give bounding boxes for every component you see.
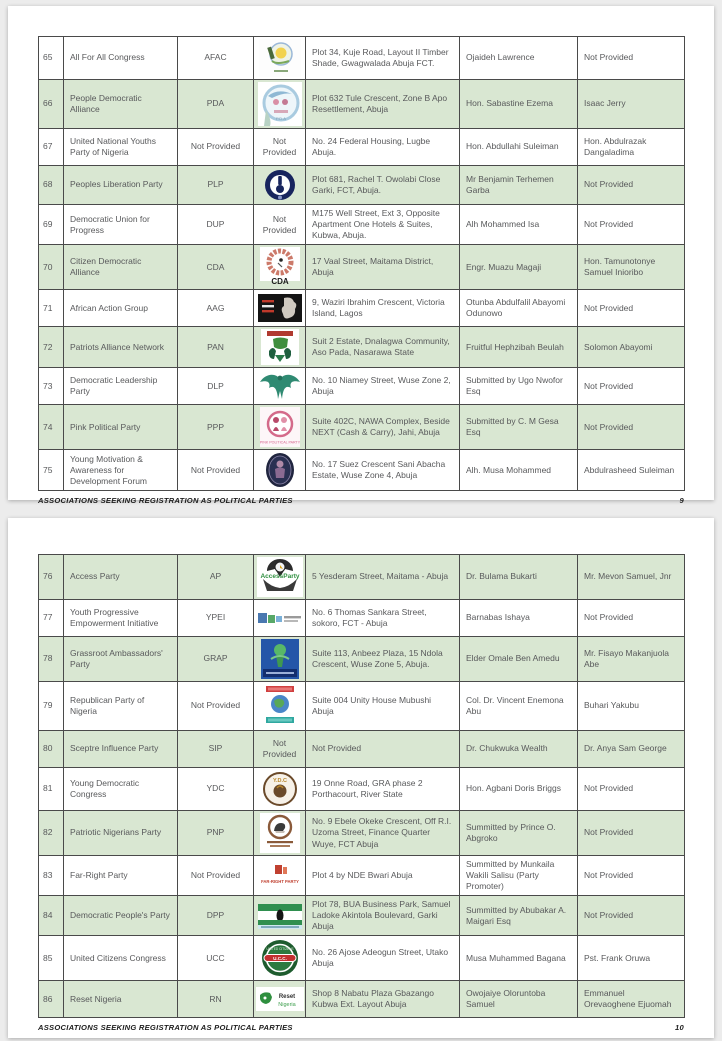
logo-cell	[254, 245, 306, 290]
logo-cell	[254, 811, 306, 856]
alt-contact-cell: Not Provided	[578, 205, 685, 245]
aag-party-logo-icon	[258, 294, 302, 322]
acronym-cell: DLP	[178, 368, 254, 405]
acronym-cell: SIP	[178, 731, 254, 768]
contact-cell: Hon. Sabastine Ezema	[460, 80, 578, 129]
logo-cell	[254, 981, 306, 1018]
alt-contact-cell: Hon. Tamunotonye Samuel Inioribo	[578, 245, 685, 290]
table-row	[39, 896, 685, 936]
contact-cell: Dr. Bulama Bukarti	[460, 555, 578, 600]
acronym-cell: Not Provided	[178, 682, 254, 731]
table-body	[39, 555, 685, 1018]
alt-contact-cell: Not Provided	[578, 37, 685, 80]
acronym-cell: YPEI	[178, 600, 254, 637]
svg-text:Nigeria: Nigeria	[278, 1002, 296, 1009]
serial-cell: 67	[39, 129, 64, 166]
contact-cell: Fruitful Hephzibah Beulah	[460, 327, 578, 368]
svg-text:U.C.C.: U.C.C.	[272, 956, 287, 962]
acronym-cell: Not Provided	[178, 856, 254, 896]
alt-contact-cell: Abdulrasheed Suleiman	[578, 450, 685, 491]
table-row	[39, 205, 685, 245]
plp-party-logo-icon	[263, 168, 297, 202]
pda-party-logo-icon	[258, 82, 302, 126]
address-cell: Plot 4 by NDE Bwari Abuja	[306, 856, 460, 896]
contact-cell: Dr. Chukwuka Wealth	[460, 731, 578, 768]
address-cell: 5 Yesderam Street, Maitama - Abuja	[306, 555, 460, 600]
page-footer	[38, 491, 684, 514]
party-name-cell: Access Party	[64, 555, 178, 600]
serial-cell: 81	[39, 768, 64, 811]
contact-cell: Alh Mohammed Isa	[460, 205, 578, 245]
logo-cell	[254, 856, 306, 896]
party-name-cell: Patriots Alliance Network	[64, 327, 178, 368]
contact-cell: Summitted by Munkaila Wakili Salisu (Party Promoter)	[460, 856, 578, 896]
parties-table-page-10	[38, 554, 684, 1018]
contact-cell: Submitted by Ugo Nwofor Esq	[460, 368, 578, 405]
address-cell: Plot 78, BUA Business Park, Samuel Ladoke Akintola Boulevard, Garki Abuja	[306, 896, 460, 936]
logo-cell	[254, 368, 306, 405]
document-page-10	[8, 518, 714, 1038]
serial-cell: 77	[39, 600, 64, 637]
acronym-cell: PPP	[178, 405, 254, 450]
table-row	[39, 166, 685, 205]
serial-cell: 82	[39, 811, 64, 856]
serial-cell: 68	[39, 166, 64, 205]
ypei-party-logo-icon	[257, 610, 303, 626]
acronym-cell: AFAC	[178, 37, 254, 80]
table-row	[39, 368, 685, 405]
party-name-cell: United Citizens Congress	[64, 936, 178, 981]
serial-cell: 83	[39, 856, 64, 896]
alt-contact-cell: Not Provided	[578, 896, 685, 936]
address-cell: Shop 8 Nabatu Plaza Gbazango Kubwa Ext. Layout Abuja	[306, 981, 460, 1018]
alt-contact-cell: Mr. Fisayo Makanjuola Abe	[578, 637, 685, 682]
rpn-party-logo-icon	[261, 684, 299, 728]
table-row	[39, 637, 685, 682]
address-cell: No. 26 Ajose Adeogun Street, Utako Abuja	[306, 936, 460, 981]
table-body	[39, 37, 685, 491]
serial-cell: 65	[39, 37, 64, 80]
ydc-party-logo-icon	[261, 770, 299, 808]
logo-cell	[254, 450, 306, 491]
logo-cell	[254, 555, 306, 600]
address-cell: No. 6 Thomas Sankara Street, sokoro, FCT - Abuja	[306, 600, 460, 637]
logo-cell: Not Provided	[254, 129, 306, 166]
table-row	[39, 981, 685, 1018]
party-name-cell: Youth Progressive Empowerment Initiative	[64, 600, 178, 637]
acronym-cell: AP	[178, 555, 254, 600]
acronym-cell: GRAP	[178, 637, 254, 682]
alt-contact-cell: Solomon Abayomi	[578, 327, 685, 368]
table-row	[39, 405, 685, 450]
contact-cell: Mr Benjamin Terhemen Garba	[460, 166, 578, 205]
logo-cell: Not Provided	[254, 731, 306, 768]
serial-cell: 70	[39, 245, 64, 290]
alt-contact-cell: Not Provided	[578, 600, 685, 637]
serial-cell: 75	[39, 450, 64, 491]
table-row	[39, 555, 685, 600]
serial-cell: 66	[39, 80, 64, 129]
contact-cell: Alh. Musa Mohammed	[460, 450, 578, 491]
party-name-cell: Democratic Leadership Party	[64, 368, 178, 405]
address-cell: Suite 113, Anbeez Plaza, 15 Ndola Crescent, Wuse Zone 5, Abuja.	[306, 637, 460, 682]
acronym-cell: PDA	[178, 80, 254, 129]
svg-text:UNITED CITIZENS: UNITED CITIZENS	[265, 947, 294, 952]
address-cell: Plot 681, Rachel T. Owolabi Close Garki, FCT, Abuja.	[306, 166, 460, 205]
contact-cell: Musa Muhammed Bagana	[460, 936, 578, 981]
acronym-cell: DPP	[178, 896, 254, 936]
logo-cell	[254, 768, 306, 811]
acronym-cell: UCC	[178, 936, 254, 981]
party-name-cell: African Action Group	[64, 290, 178, 327]
address-cell: 9, Waziri Ibrahim Crescent, Victoria Island, Lagos	[306, 290, 460, 327]
footer-title: ASSOCIATIONS SEEKING REGISTRATION AS POLITICAL PARTIES	[38, 1023, 293, 1033]
acronym-cell: PNP	[178, 811, 254, 856]
contact-cell: Summitted by Prince O. Abgroko	[460, 811, 578, 856]
table-row	[39, 600, 685, 637]
party-name-cell: Democratic People's Party	[64, 896, 178, 936]
contact-cell: Owojaiye Oloruntoba Samuel	[460, 981, 578, 1018]
acronym-cell: YDC	[178, 768, 254, 811]
logo-cell	[254, 290, 306, 327]
address-cell: Suite 004 Unity House Mubushi Abuja	[306, 682, 460, 731]
alt-contact-cell: Not Provided	[578, 290, 685, 327]
contact-cell: Engr. Muazu Magaji	[460, 245, 578, 290]
logo-cell	[254, 166, 306, 205]
party-name-cell: Sceptre Influence Party	[64, 731, 178, 768]
address-cell: No. 10 Niamey Street, Wuse Zone 2, Abuja	[306, 368, 460, 405]
serial-cell: 76	[39, 555, 64, 600]
address-cell: No. 9 Ebele Okeke Crescent, Off R.I. Uzoma Street, Finance Quarter Wuye, FCT Abuja	[306, 811, 460, 856]
logo-cell	[254, 37, 306, 80]
svg-text:PINK POLITICAL PARTY: PINK POLITICAL PARTY	[259, 440, 300, 445]
table-row	[39, 856, 685, 896]
alt-contact-cell: Dr. Anya Sam George	[578, 731, 685, 768]
serial-cell: 86	[39, 981, 64, 1018]
ap-party-logo-icon	[257, 557, 303, 597]
svg-text:Reset: Reset	[278, 994, 296, 1001]
footer-title: ASSOCIATIONS SEEKING REGISTRATION AS POLITICAL PARTIES	[38, 496, 293, 506]
party-name-cell: Far-Right Party	[64, 856, 178, 896]
acronym-cell: DUP	[178, 205, 254, 245]
logo-cell: Not Provided	[254, 205, 306, 245]
grap-party-logo-icon	[261, 639, 299, 679]
serial-cell: 71	[39, 290, 64, 327]
contact-cell: Hon. Abdullahi Suleiman	[460, 129, 578, 166]
party-name-cell: People Democratic Alliance	[64, 80, 178, 129]
logo-cell	[254, 896, 306, 936]
acronym-cell: RN	[178, 981, 254, 1018]
address-cell: Plot 632 Tule Crescent, Zone B Apo Resettlement, Abuja	[306, 80, 460, 129]
party-name-cell: Republican Party of Nigeria	[64, 682, 178, 731]
ucc-party-logo-icon	[260, 938, 300, 978]
logo-cell	[254, 682, 306, 731]
alt-contact-cell: Mr. Mevon Samuel, Jnr	[578, 555, 685, 600]
address-cell: 19 Onne Road, GRA phase 2 Porthacourt, River State	[306, 768, 460, 811]
serial-cell: 73	[39, 368, 64, 405]
alt-contact-cell: Not Provided	[578, 166, 685, 205]
svg-text:CDA: CDA	[270, 277, 289, 287]
dpp-party-logo-icon	[257, 901, 303, 931]
document-page-9	[8, 6, 714, 506]
address-cell: Suit 2 Estate, Dnalagwa Community, Aso Pada, Nasarawa State	[306, 327, 460, 368]
acronym-cell: Not Provided	[178, 450, 254, 491]
parties-table	[38, 36, 685, 491]
acronym-cell: PAN	[178, 327, 254, 368]
serial-cell: 85	[39, 936, 64, 981]
contact-cell: Barnabas Ishaya	[460, 600, 578, 637]
parties-table-page-9	[38, 36, 684, 491]
contact-cell: Col. Dr. Vincent Enemona Abu	[460, 682, 578, 731]
table-row	[39, 290, 685, 327]
contact-cell: Ojaideh Lawrence	[460, 37, 578, 80]
party-name-cell: United National Youths Party of Nigeria	[64, 129, 178, 166]
alt-contact-cell: Emmanuel Orevaoghene Ejuomah	[578, 981, 685, 1018]
pnp-party-logo-icon	[260, 813, 300, 853]
logo-cell	[254, 405, 306, 450]
party-name-cell: Grassroot Ambassadors' Party	[64, 637, 178, 682]
party-name-cell: Democratic Union for Progress	[64, 205, 178, 245]
contact-cell: Otunba Abdulfalil Abayomi Odunowo	[460, 290, 578, 327]
table-row	[39, 450, 685, 491]
contact-cell: Submitted by C. M Gesa Esq	[460, 405, 578, 450]
svg-text:Y.D.C: Y.D.C	[272, 778, 287, 784]
contact-cell: Hon. Agbani Doris Briggs	[460, 768, 578, 811]
alt-contact-cell: Pst. Frank Oruwa	[578, 936, 685, 981]
svg-text:P.D.A: P.D.A	[275, 116, 286, 121]
afac-party-logo-icon	[259, 39, 301, 77]
frp-party-logo-icon	[258, 863, 302, 889]
logo-cell	[254, 600, 306, 637]
table-row	[39, 245, 685, 290]
alt-contact-cell: Not Provided	[578, 768, 685, 811]
logo-cell	[254, 80, 306, 129]
party-name-cell: Pink Political Party	[64, 405, 178, 450]
alt-contact-cell: Not Provided	[578, 811, 685, 856]
logo-cell	[254, 637, 306, 682]
alt-contact-cell: Not Provided	[578, 856, 685, 896]
address-cell: Suite 402C, NAWA Complex, Beside NEXT (Cash & Carry), Jahi, Abuja	[306, 405, 460, 450]
alt-contact-cell: Isaac Jerry	[578, 80, 685, 129]
page-number: 9	[679, 496, 684, 506]
address-cell: Plot 34, Kuje Road, Layout II Timber Shade, Gwagwalada Abuja FCT.	[306, 37, 460, 80]
serial-cell: 79	[39, 682, 64, 731]
table-row	[39, 731, 685, 768]
party-name-cell: All For All Congress	[64, 37, 178, 80]
contact-cell: Elder Omale Ben Amedu	[460, 637, 578, 682]
table-row	[39, 811, 685, 856]
address-cell: M175 Well Street, Ext 3, Opposite Apartment One Hotels & Suites, Kubwa, Abuja.	[306, 205, 460, 245]
svg-text:FAR-RIGHT PARTY: FAR-RIGHT PARTY	[260, 878, 299, 884]
serial-cell: 74	[39, 405, 64, 450]
logo-cell	[254, 327, 306, 368]
ymadf-party-logo-icon	[264, 452, 296, 488]
dlp-party-logo-icon	[258, 371, 302, 401]
logo-cell	[254, 936, 306, 981]
party-name-cell: Peoples Liberation Party	[64, 166, 178, 205]
address-cell: No. 24 Federal Housing, Lugbe Abuja.	[306, 129, 460, 166]
serial-cell: 69	[39, 205, 64, 245]
party-name-cell: Young Democratic Congress	[64, 768, 178, 811]
alt-contact-cell: Not Provided	[578, 405, 685, 450]
table-row	[39, 37, 685, 80]
serial-cell: 80	[39, 731, 64, 768]
address-cell: No. 17 Suez Crescent Sani Abacha Estate, Wuse Zone 4, Abuja	[306, 450, 460, 491]
pan-party-logo-icon	[261, 329, 299, 365]
acronym-cell: AAG	[178, 290, 254, 327]
ppp-party-logo-icon	[260, 407, 300, 447]
party-name-cell: Reset Nigeria	[64, 981, 178, 1018]
cda-party-logo-icon	[260, 247, 300, 287]
table-row	[39, 936, 685, 981]
address-cell: Not Provided	[306, 731, 460, 768]
party-name-cell: Young Motivation & Awareness for Development Forum	[64, 450, 178, 491]
table-row	[39, 129, 685, 166]
alt-contact-cell: Buhari Yakubu	[578, 682, 685, 731]
acronym-cell: PLP	[178, 166, 254, 205]
alt-contact-cell: Not Provided	[578, 368, 685, 405]
table-row	[39, 80, 685, 129]
serial-cell: 78	[39, 637, 64, 682]
address-cell: 17 Vaal Street, Maitama District, Abuja	[306, 245, 460, 290]
party-name-cell: Patriotic Nigerians Party	[64, 811, 178, 856]
page-footer	[38, 1023, 684, 1041]
acronym-cell: Not Provided	[178, 129, 254, 166]
serial-cell: 72	[39, 327, 64, 368]
svg-text:AccessParty: AccessParty	[259, 573, 300, 580]
party-name-cell: Citizen Democratic Alliance	[64, 245, 178, 290]
parties-table	[38, 554, 685, 1018]
table-row	[39, 327, 685, 368]
rn-party-logo-icon	[256, 987, 304, 1011]
page-number: 10	[675, 1023, 684, 1033]
serial-cell: 84	[39, 896, 64, 936]
table-row	[39, 768, 685, 811]
alt-contact-cell: Hon. Abdulrazak Dangaladima	[578, 129, 685, 166]
table-row	[39, 682, 685, 731]
acronym-cell: CDA	[178, 245, 254, 290]
contact-cell: Summitted by Abubakar A. Maigari Esq	[460, 896, 578, 936]
